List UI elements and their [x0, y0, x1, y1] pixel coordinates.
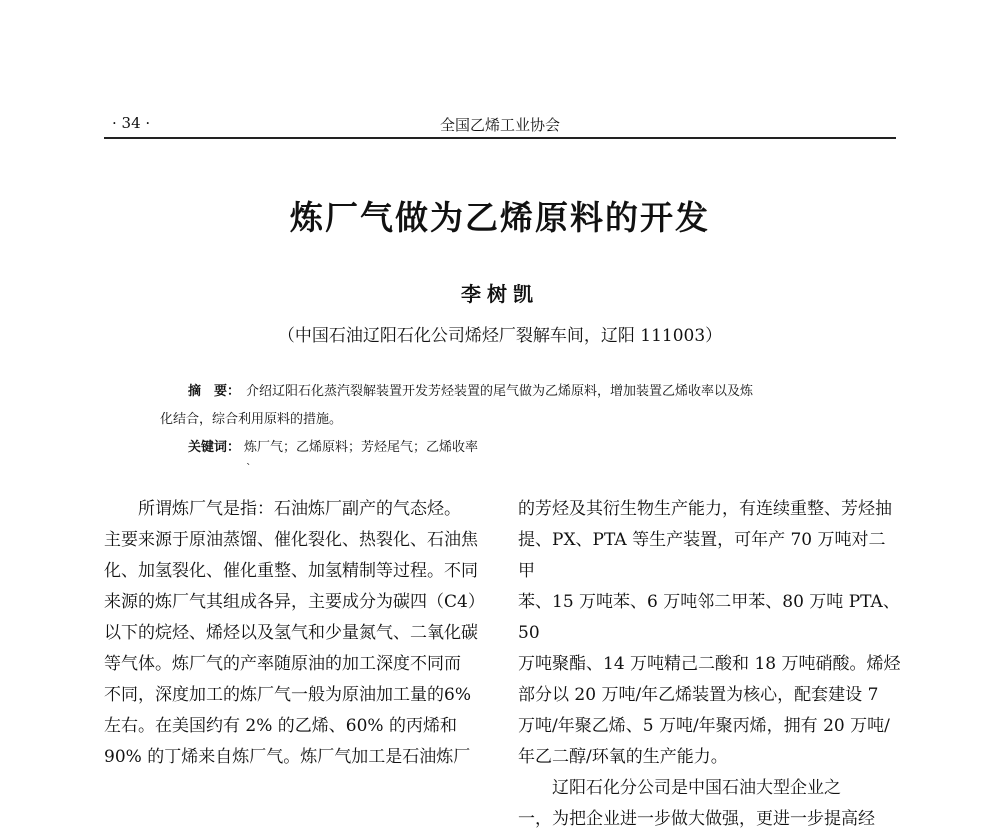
author-affiliation: （中国石油辽阳石化公司烯烃厂裂解车间，辽阳 111003）	[277, 326, 723, 346]
body-column-left	[104, 494, 487, 773]
abstract-line-2: 化结合，综合利用原料的措施。	[160, 412, 343, 427]
body-line: 提、PX、PTA 等生产装置，可年产 70 万吨对二甲	[518, 530, 886, 581]
body-line: 部分以 20 万吨/年乙烯装置为核心，配套建设 7	[518, 685, 879, 705]
body-line: 苯、15 万吨苯、6 万吨邻二甲苯、80 万吨 PTA、50	[518, 592, 900, 643]
header-rule	[104, 137, 896, 139]
journal-header: 全国乙烯工业协会	[439, 116, 560, 134]
body-line: 以下的烷烃、烯烃以及氢气和少量氮气、二氧化碳	[104, 623, 478, 643]
keywords-label: 关键词：	[188, 440, 241, 455]
body-line: 等气体。炼厂气的产率随原油的加工深度不同而	[104, 654, 461, 674]
abstract-text-1: 介绍辽阳石化蒸汽裂解装置开发芳烃装置的尾气做为乙烯原料，增加装置乙烯收率以及炼	[246, 384, 754, 399]
body-line: 一，为把企业进一步做大做强，更进一步提高经	[518, 809, 875, 829]
body-line: 万吨聚酯、14 万吨精己二酸和 18 万吨硝酸。烯烃	[518, 654, 901, 674]
body-line: 左右。在美国约有 2% 的乙烯、60% 的丙烯和	[104, 716, 457, 736]
body-line: 所谓炼厂气是指：石油炼厂副产的气态烃。	[138, 499, 461, 519]
body-column-right	[518, 494, 901, 835]
abstract	[160, 378, 860, 434]
body-line: 化、加氢裂化、催化重整、加氢精制等过程。不同	[104, 561, 478, 581]
page-number: · 34 ·	[112, 114, 151, 132]
keywords-text: 炼厂气；乙烯原料；芳烃尾气；乙烯收率	[244, 440, 479, 455]
abstract-label: 摘 要：	[188, 384, 241, 399]
stray-mark: ˋ	[246, 462, 252, 475]
body-line: 辽阳石化分公司是中国石油大型企业之	[552, 778, 841, 798]
author-name: 李树凯	[461, 282, 539, 306]
body-line: 万吨/年聚乙烯、5 万吨/年聚丙烯，拥有 20 万吨/	[518, 716, 890, 736]
body-line: 不同，深度加工的炼厂气一般为原油加工量的6%	[104, 685, 471, 705]
body-line: 主要来源于原油蒸馏、催化裂化、热裂化、石油焦	[104, 530, 478, 550]
body-line: 年乙二醇/环氧的生产能力。	[518, 747, 728, 767]
article-title: 炼厂气做为乙烯原料的开发	[290, 198, 710, 237]
body-line: 来源的炼厂气其组成各异，主要成分为碳四（C4）	[104, 592, 485, 612]
abstract-line-1	[160, 378, 860, 406]
keywords	[188, 436, 478, 455]
body-line: 90% 的丁烯来自炼厂气。炼厂气加工是石油炼厂	[104, 747, 471, 767]
body-line: 的芳烃及其衍生物生产能力，有连续重整、芳烃抽	[518, 499, 892, 519]
